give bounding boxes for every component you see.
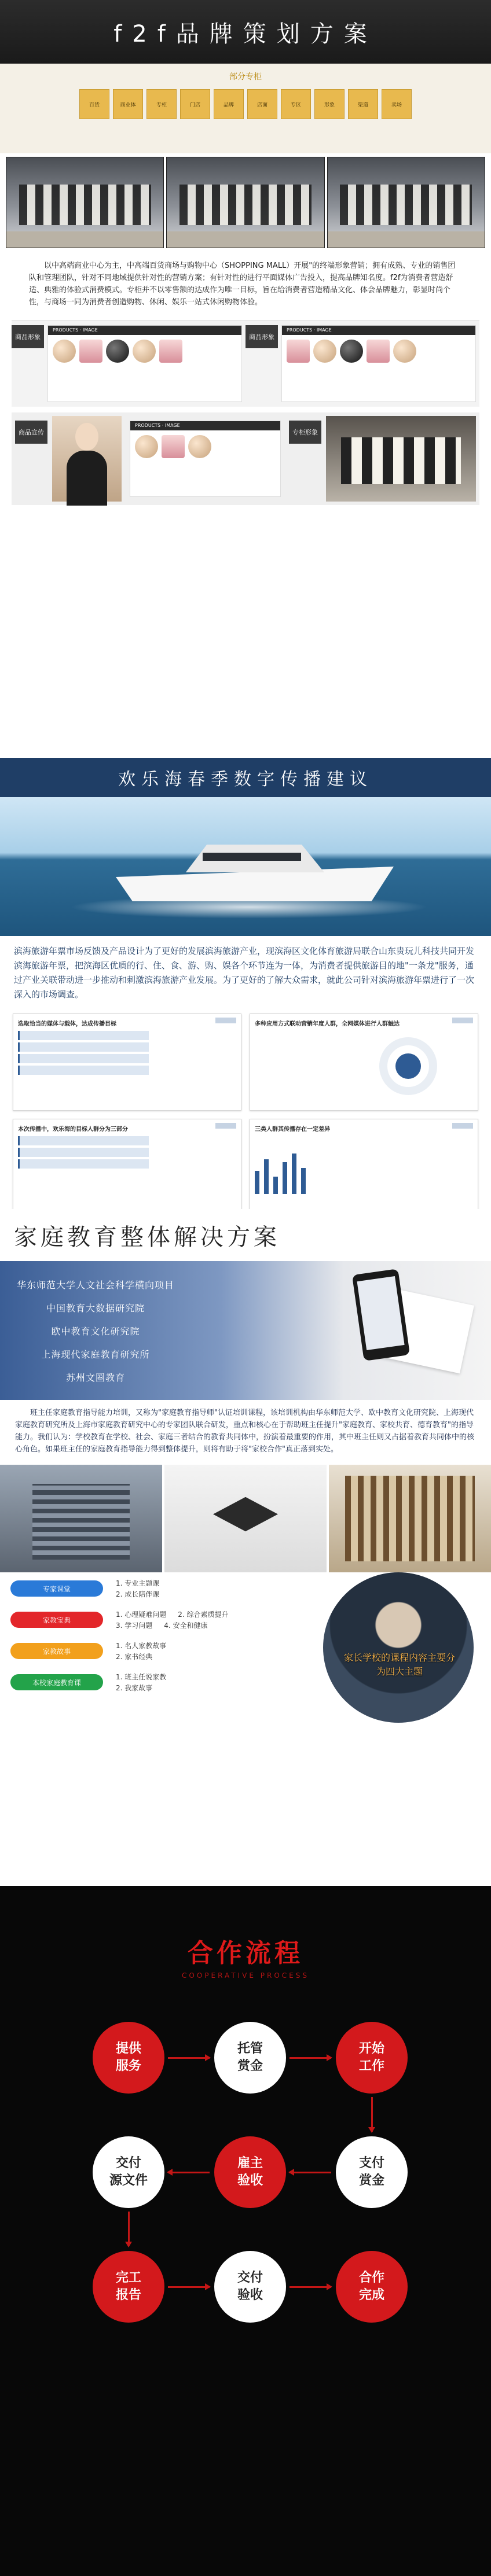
product-thumbnail (133, 340, 156, 363)
product-items-2 (282, 335, 475, 367)
process-flow (0, 2022, 491, 2542)
store-photo (327, 157, 485, 248)
window-shape (203, 853, 301, 861)
f2f-paragraph: 以中高端商业中心为主，中高端百货商场与购物中心（SHOPPING MALL）开展"的终端形象营销；拥有成熟、专业的销售团队和管理团队，针对不同地域提供针对性的营销方案；有针对性的进行平面媒体广告投入，提高品牌知名度。f2f为消费者营造舒适、典雅的体验式消费模式。专柜并不以零售额的达成作为唯一目标，旨在给消费者营造精品文化、体会品牌魅力，彰显时尚个性，与商场一同为消费者创造购物、休闲、娱乐一站式休闲购物体验。 (29, 261, 456, 307)
mini-chart (255, 1136, 473, 1194)
slide-logo (215, 1123, 236, 1129)
slide-box (18, 1136, 149, 1145)
product-panel-2 (281, 325, 476, 402)
org-box: 品牌 (214, 89, 244, 119)
mini-bar (283, 1162, 287, 1194)
product-thumbnail (367, 340, 390, 363)
store-photos (0, 153, 491, 252)
step-client-review: 雇主 验收 (214, 2136, 286, 2208)
step-escrow-payment: 托管 赏金 (214, 2022, 286, 2094)
family-hero (0, 1261, 491, 1400)
slide-logo (452, 1123, 473, 1129)
step-deliver-source: 交付 源文件 (93, 2136, 164, 2208)
promo-bar: PRODUCTS · IMAGE (130, 421, 280, 430)
course-categories (0, 1572, 491, 1769)
promo-items (130, 430, 280, 463)
circle-caption: 家长学校的课程内容主要分为四大主题 (343, 1652, 455, 1677)
category-item-row (116, 1620, 229, 1631)
counter-image (326, 416, 476, 502)
promo-panel (130, 421, 281, 497)
org-chart (0, 64, 491, 153)
category-item: 4. 安全和健康 (164, 1621, 208, 1630)
yacht-image (0, 797, 491, 936)
step-provide-service: 提供 服务 (93, 2022, 164, 2094)
org-box: 专柜 (146, 89, 177, 119)
category-item: 1. 心理疑难问题 (116, 1611, 167, 1619)
slide-box (18, 1148, 149, 1157)
family-title: 家庭教育整体解决方案 (14, 1223, 280, 1251)
slide-title: 三类人群其传播存在一定差异 (255, 1126, 330, 1133)
product-items (48, 335, 241, 367)
mini-bar (292, 1154, 296, 1194)
category-item: 1. 班主任说家教 (116, 1673, 167, 1681)
mini-bar (264, 1159, 269, 1194)
product-image-block (12, 320, 479, 407)
family-photos (0, 1462, 491, 1572)
store-photo (166, 157, 324, 248)
process-subtitle: COOPERATIVE PROCESS (182, 1971, 309, 1980)
slide-grid (0, 1010, 491, 1209)
partner-item: 中国教育大数据研究院 (46, 1303, 145, 1314)
org-box: 形象 (314, 89, 345, 119)
slide-title: 选取恰当的媒体与载体，达成传播目标 (18, 1021, 116, 1027)
step-pay-reward: 支付 赏金 (336, 2136, 408, 2208)
slide-card (250, 1014, 478, 1111)
phone-image (352, 1269, 410, 1361)
category-item: 2. 综合素质提升 (178, 1611, 229, 1619)
product-thumbnail (106, 340, 129, 363)
org-chart-title: 部分专柜 (229, 72, 262, 82)
family-paragraph: 班主任家庭教育指导能力培训，又称为"家庭教育指导师"认证培训课程，该培训机构由华东师范大学、欧中教育文化研究院、上海现代家庭教育研究所及上海市家庭教育研究中心的专家团队联合研发，重点和核心在于帮助班主任提升"家庭教育、家校共育、德育教育"的指导能力。我们认为：学校教育在学校、社会、家庭三者结合的教育共同体中，扮演着最重要的作用，其中班主任则又占据着教育共同体中的核心角色。如果班主任的家庭教育指导能力得到整体提升，则将有助于将"家校合作"真正落到实处。 (15, 1409, 475, 1454)
promo-tag: 商品宣传 (15, 421, 47, 444)
product-thumbnail (313, 340, 336, 363)
arrow-right-icon (290, 2057, 331, 2059)
slide-title: 本次传播中，欢乐海的目标人群分为三部分 (18, 1126, 128, 1133)
building-photo (0, 1465, 162, 1572)
teacher-circle-photo (323, 1572, 474, 1723)
slide-card (13, 1119, 241, 1209)
product-thumbnail (340, 340, 363, 363)
slide-card (13, 1014, 241, 1111)
model-image (52, 416, 122, 502)
partner-item: 欧中教育文化研究院 (51, 1326, 140, 1337)
arrow-left-icon (168, 2172, 210, 2173)
category-items (116, 1578, 159, 1600)
arrow-left-icon (290, 2172, 331, 2173)
slide-logo (452, 1018, 473, 1023)
product-thumbnail (287, 340, 310, 363)
promo-banner (12, 412, 479, 505)
product-panel (47, 325, 242, 402)
org-box: 专区 (281, 89, 311, 119)
family-section (0, 1209, 491, 1886)
process-section (0, 1886, 491, 2576)
arrow-right-icon (290, 2286, 331, 2288)
category-items (116, 1609, 229, 1631)
slide-logo (215, 1018, 236, 1023)
product-thumbnail (159, 340, 182, 363)
product-bar: PRODUCTS · IMAGE (48, 326, 241, 335)
org-box: 百货 (79, 89, 109, 119)
mini-bar (255, 1171, 259, 1194)
category-pill: 家教宝典 (10, 1612, 103, 1628)
org-box: 店面 (247, 89, 277, 119)
step-complete: 合作 完成 (336, 2251, 408, 2323)
partner-item: 华东师范大学人文社会科学横向项目 (16, 1280, 174, 1291)
haiyang-section (0, 758, 491, 1209)
f2f-title: f2f品牌策划方案 (113, 20, 378, 47)
product-thumbnail (79, 340, 102, 363)
org-row (12, 89, 479, 119)
slide-box (18, 1042, 149, 1052)
slide-card (250, 1119, 478, 1209)
product-thumbnail (53, 340, 76, 363)
step-delivery-acceptance: 交付 验收 (214, 2251, 286, 2323)
arrow-down-icon (371, 2097, 373, 2132)
category-item: 2. 成长陪伴课 (116, 1590, 160, 1598)
product-bar-2: PRODUCTS · IMAGE (282, 326, 475, 335)
slide-box (18, 1054, 149, 1063)
org-box: 卖场 (382, 89, 412, 119)
arrow-right-icon (168, 2286, 210, 2288)
bookshelf-photo (329, 1465, 491, 1572)
category-items (116, 1641, 166, 1663)
product-tag: 商品形象 (12, 325, 44, 348)
haiyang-title: 欢乐海春季数字传播建议 (118, 769, 373, 790)
category-pill: 专家课堂 (10, 1580, 103, 1597)
category-item: 1. 专业主题课 (116, 1579, 160, 1587)
product-thumbnail (162, 435, 185, 458)
category-item-row (116, 1609, 229, 1620)
partner-item: 上海现代家庭教育研究所 (41, 1349, 150, 1360)
haiyang-paragraph: 滨海旅游年票市场反馈及产品设计为了更好的发展滨海旅游产业，现滨海区文化体育旅游局联合山东贵玩儿科技共同开发滨海旅游年票，把滨海区优质的行、住、食、游、购、娱各个环节连为一体，为消费者提供旅游目的地"一条龙"服务，通过产业关联带动进一步推动和刺激滨海旅游产业发展。为了更好的了解大众需求，就此公司针对滨海旅游年票进行了一次深入的市场调查。 (14, 946, 475, 1000)
org-box: 渠道 (348, 89, 378, 119)
arrow-right-icon (168, 2057, 210, 2059)
slide-box (18, 1066, 149, 1075)
step-completion-report: 完工 报告 (93, 2251, 164, 2323)
graduation-cap-photo (164, 1465, 327, 1572)
category-item: 3. 学习问题 (116, 1621, 153, 1630)
arrow-down-icon (128, 2212, 130, 2246)
product-tag-2: 商品形象 (246, 325, 278, 348)
family-header (0, 1209, 491, 1261)
process-header (0, 1886, 491, 1980)
partner-list (0, 1274, 191, 1390)
mini-bar (273, 1177, 278, 1194)
slide-title: 多种应用方式联动营销年度人群，全网媒体进行人群触达 (255, 1021, 400, 1027)
network-core (395, 1053, 421, 1079)
counter-tag: 专柜形象 (289, 421, 321, 444)
category-pill: 本校家庭教育课 (10, 1674, 103, 1690)
org-box: 商业体 (113, 89, 143, 119)
mini-bar (301, 1168, 306, 1194)
f2f-header (0, 0, 491, 64)
step-start-work: 开始 工作 (336, 2022, 408, 2094)
category-item: 2. 我家故事 (116, 1684, 153, 1692)
haiyang-header (0, 758, 491, 797)
category-pill: 家教故事 (10, 1643, 103, 1659)
f2f-section (0, 0, 491, 758)
product-thumbnail (188, 435, 211, 458)
product-thumbnail (393, 340, 416, 363)
slide-box (18, 1159, 149, 1169)
slide-box (18, 1031, 149, 1040)
product-thumbnail (135, 435, 158, 458)
category-item: 2. 家书经典 (116, 1653, 153, 1661)
process-title: 合作流程 (188, 1939, 303, 1968)
org-box: 门店 (180, 89, 210, 119)
partner-item: 苏州文圈教育 (65, 1372, 125, 1383)
category-items (116, 1672, 166, 1694)
category-item: 1. 名人家教故事 (116, 1642, 167, 1650)
store-photo (6, 157, 164, 248)
